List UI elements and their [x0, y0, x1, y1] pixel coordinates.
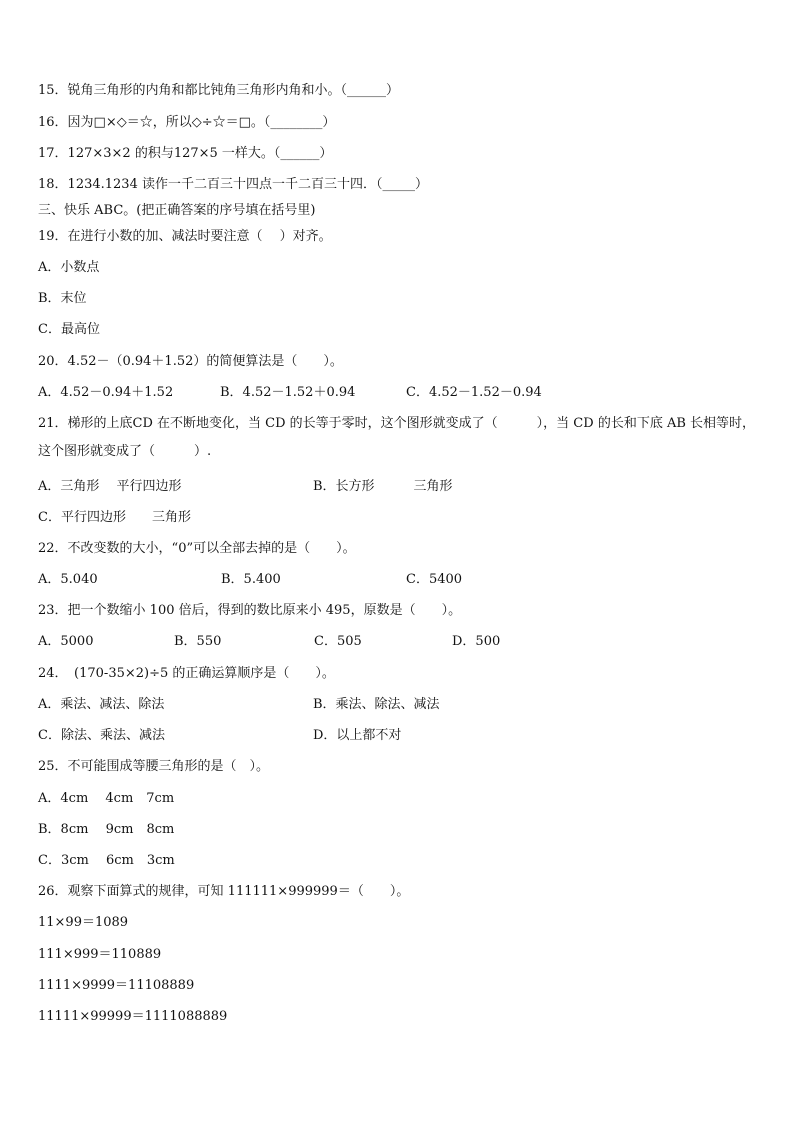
question-22-option-a: A．5.040 [38, 572, 98, 587]
question-20-option-c: C．4.52－1.52－0.94 [406, 385, 542, 400]
question-19-stem: 19．在进行小数的加、减法时要注意（ ）对齐。 [38, 229, 332, 244]
question-24-option-a: A．乘法、减法、除法 [38, 697, 165, 712]
section-3-heading: 三、快乐 ABC。(把正确答案的序号填在括号里) [38, 203, 316, 218]
question-19-option-b: B．末位 [38, 291, 87, 306]
question-26-equation: 1111×9999＝11108889 [38, 978, 195, 993]
question-15: 15．锐角三角形的内角和都比钝角三角形内角和小。（______） [38, 83, 400, 98]
question-23-option-a: A．5000 [38, 634, 94, 649]
question-23-option-b: B．550 [174, 634, 222, 649]
question-17: 17．127×3×2 的积与127×5 一样大。（______） [38, 146, 333, 161]
question-21-option-a: A．三角形 平行四边形 [38, 479, 182, 494]
question-24-option-d: D．以上都不对 [313, 728, 402, 743]
question-23-stem: 23．把一个数缩小 100 倍后，得到的数比原来小 495，原数是（ ）。 [38, 603, 462, 618]
question-26-equation: 11×99＝1089 [38, 915, 129, 930]
question-20-option-b: B．4.52－1.52＋0.94 [220, 385, 356, 400]
question-24-stem: 24． (170-35×2)÷5 的正确运算顺序是（ ）。 [38, 666, 335, 681]
question-26-equation: 111×999＝110889 [38, 947, 162, 962]
question-20-option-a: A．4.52－0.94＋1.52 [38, 385, 174, 400]
question-19-option-c: C．最高位 [38, 322, 100, 337]
question-16: 16．因为□×◇＝☆，所以◇÷☆＝□。（________） [38, 115, 336, 130]
question-18: 18．1234.1234 读作一千二百三十四点一千二百三十四．（_____） [38, 177, 428, 192]
question-25-option-a: A．4cm 4cm 7cm [38, 791, 175, 806]
question-24-option-b: B．乘法、除法、减法 [313, 697, 440, 712]
question-25-stem: 25．不可能围成等腰三角形的是（ ）。 [38, 759, 270, 774]
question-21-option-c: C．平行四边形 三角形 [38, 510, 191, 525]
question-24-option-c: C．除法、乘法、减法 [38, 728, 165, 743]
question-22-stem: 22．不改变数的大小，“0”可以全部去掉的是（ ）。 [38, 541, 356, 556]
question-25-option-c: C．3cm 6cm 3cm [38, 853, 175, 868]
question-22-option-b: B．5.400 [221, 572, 281, 587]
question-26-stem: 26．观察下面算式的规律，可知 111111×999999＝（ ）。 [38, 884, 410, 899]
question-23-option-d: D．500 [452, 634, 501, 649]
question-21-option-b: B．长方形 三角形 [313, 479, 453, 494]
question-23-option-c: C．505 [314, 634, 362, 649]
question-21-stem: 21．梯形的上底CD 在不断地变化，当 CD 的长等于零时，这个图形就变成了（ ），当 CD 的长和下底 AB 长相等时，这个图形就变成了（ ）. [38, 416, 756, 459]
question-19-option-a: A．小数点 [38, 260, 100, 275]
question-22-option-c: C．5400 [406, 572, 463, 587]
question-26-equation: 11111×99999＝1111088889 [38, 1009, 228, 1024]
question-20-stem: 20．4.52－（0.94＋1.52）的简便算法是（ ）。 [38, 354, 343, 369]
question-25-option-b: B．8cm 9cm 8cm [38, 822, 175, 837]
